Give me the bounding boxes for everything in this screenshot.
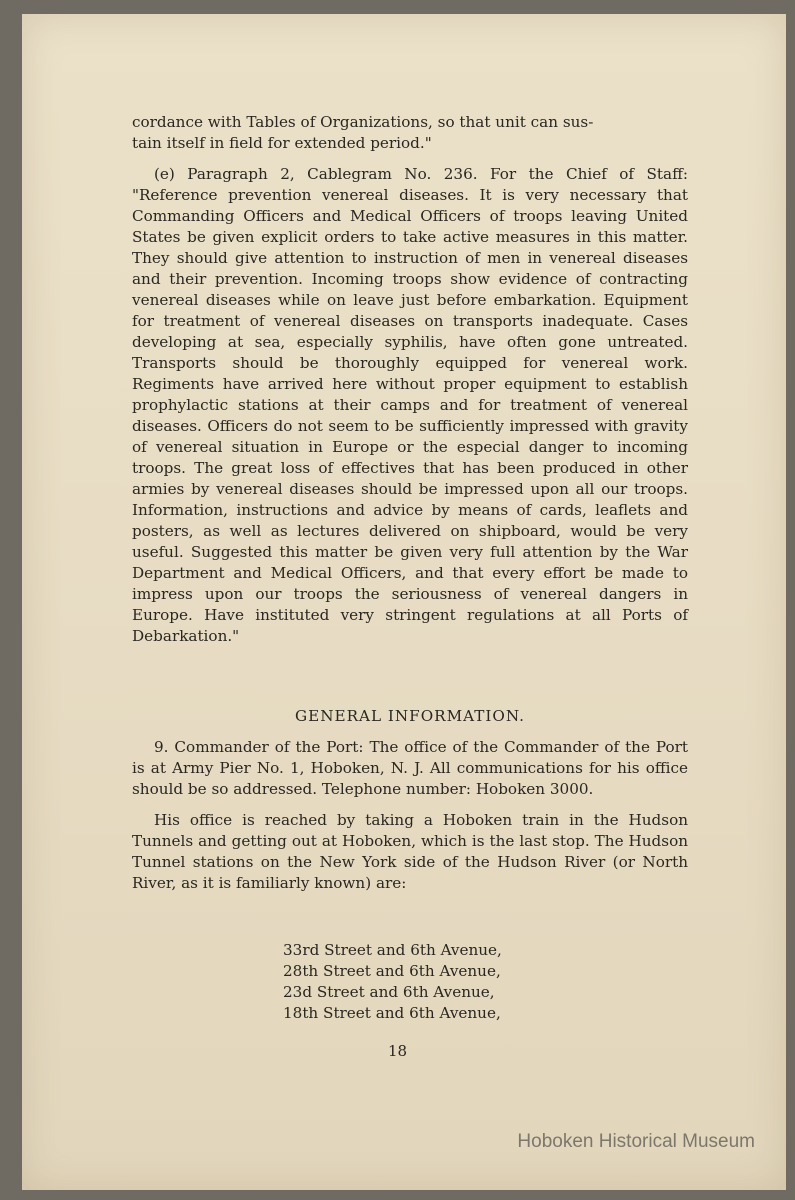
paragraph-office: His office is reached by taking a Hoboken train in the Hudson Tunnels and getting out at Hoboken, which is the last stop. The Hudson Tunnel stations on the New York side of the Hudson River (or North River, as it is familiarly known) are: xyxy=(132,811,688,892)
section-heading: GENERAL INFORMATION. xyxy=(294,707,526,725)
body-text-top xyxy=(132,112,688,647)
station-item: 18th Street and 6th Avenue, xyxy=(283,1004,501,1022)
page-number: 18 xyxy=(387,1042,408,1060)
paragraph-9: 9. Commander of the Port: The office of the Commander of the Port is at Army Pier No. 1, Hoboken, N. J. All communications for his office should be so addressed. Telephone number: Hoboken 3000. xyxy=(132,738,688,798)
station-item: 33rd Street and 6th Avenue, xyxy=(283,941,502,959)
station-item: 28th Street and 6th Avenue, xyxy=(283,962,501,980)
watermark: Hoboken Historical Museum xyxy=(517,1131,755,1152)
continuation-line-1: cordance with Tables of Organizations, so that unit can sus- xyxy=(132,113,594,131)
station-item: 23d Street and 6th Avenue, xyxy=(283,983,495,1001)
body-text-bottom xyxy=(132,737,688,894)
paragraph-e: (e) Paragraph 2, Cablegram No. 236. For the Chief of Staff: "Reference prevention venereal diseases. It is very necessary that Commanding Officers and Medical Officers of troops leaving United States be given explicit orders to take active measures in this matter. They should give attention to instruction of men in venereal diseases and their prevention. Incoming troops show evidence of contracting venereal diseases while on leave just before embarkation. Equipment for treatment of venereal diseases on transports inadequate. Cases developing at sea, especially syphilis, have often gone untreated. Transports should be thoroughly equipped for venereal work. Regiments have arrived here without proper equipment to establish prophylactic stations at their camps and for treatment of venereal diseases. Officers do not seem to be sufficiently impressed with gravity of venereal situation in Europe or the especial danger to incoming troops. The great loss of effectives that has been produced in other armies by venereal diseases should be impressed upon all our troops. Information, instructions and advice by means of cards, leaflets and posters, as well as lectures delivered on shipboard, would be very useful. Suggested this matter be given very full attention by the War Department and Medical Officers, and that every effort be made to impress upon our troops the seriousness of venereal dangers in Europe. Have instituted very stringent regulations at all Ports of Debarkation." xyxy=(132,165,688,645)
continuation-line-2: tain itself in field for extended period." xyxy=(132,134,432,152)
station-list xyxy=(283,940,502,1024)
